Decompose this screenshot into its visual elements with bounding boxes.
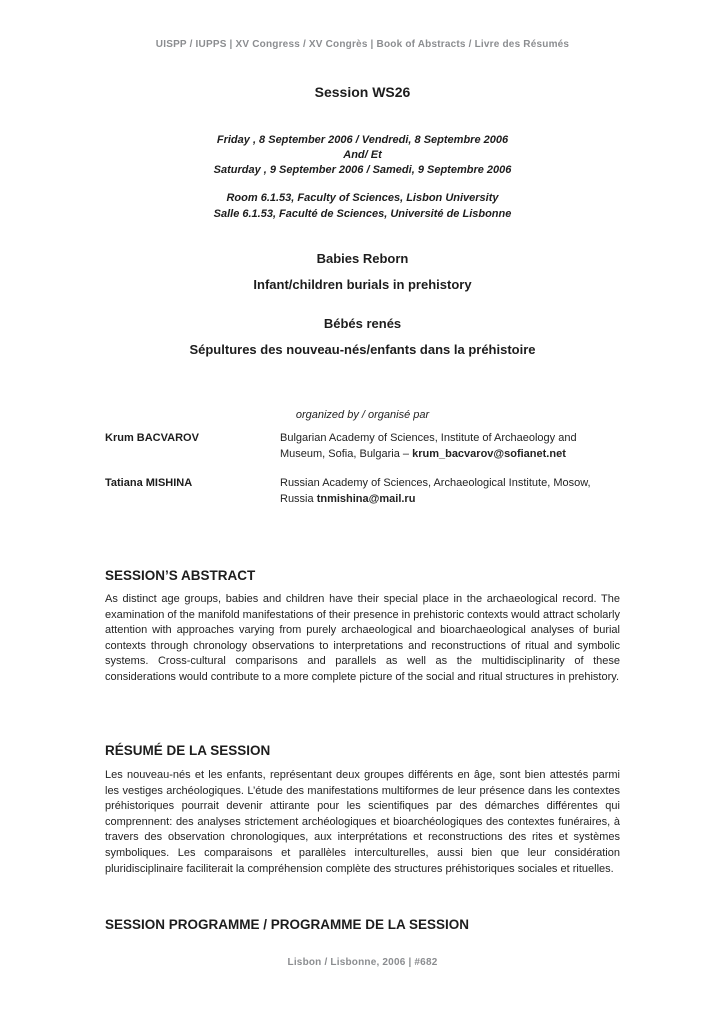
organized-by-label: organized by / organisé par (295, 409, 430, 421)
session-title-french (0, 316, 725, 368)
abstract-en-heading: SESSION’S ABSTRACT (105, 568, 256, 583)
organizers-list (105, 431, 620, 521)
title-fr-line2: Sépultures des nouveau-nés/enfants dans la préhistoire (189, 342, 536, 357)
session-date-line: Saturday , 9 September 2006 / Samedi, 9 Septembre 2006 (213, 164, 512, 176)
organizer-affiliation-text: Bulgarian Academy of Sciences, Institute of Archaeology and Museum, Sofia, Bulgaria – (280, 432, 577, 460)
page-header: UISPP / IUPPS | XV Congress / XV Congrès | Book of Abstracts / Livre des Résumés (155, 39, 570, 50)
session-title-english (0, 251, 725, 303)
organizer-name: Krum BACVAROV (105, 432, 199, 444)
venue-line-en: Room 6.1.53, Faculty of Sciences, Lisbon University (226, 192, 499, 204)
title-en-line2: Infant/children burials in prehistory (253, 277, 472, 292)
organizer-affiliation (280, 476, 620, 507)
abstract-en-body: As distinct age groups, babies and children have their special place in the archaeological record. The examination of the manifold manifestations of their presence in prehistoric contexts would attract scholarly attention with approaches varying from purely archaeological and bioarchaeological analyses of burial contexts through chronology observations to interpretations and reconstructions of ritual and symbolic systems. Cross-cultural comparisons and parallels as well as the multidisciplinarity of these considerations would contribute to a more complete picture of the social and ritual structures in prehistory. (105, 593, 620, 683)
session-title: Session WS26 (314, 84, 411, 100)
session-date-line: Friday , 8 September 2006 / Vendredi, 8 Septembre 2006 (216, 134, 509, 146)
organizer-affiliation (280, 431, 620, 462)
session-date-line: And/ Et (343, 149, 382, 161)
session-venue (0, 190, 725, 222)
programme-heading: SESSION PROGRAMME / PROGRAMME DE LA SESSION (105, 917, 470, 932)
organizer-affiliation-text: Russian Academy of Sciences, Archaeological Institute, Mosow, Russia (280, 477, 591, 505)
page-footer: Lisbon / Lisbonne, 2006 | #682 (287, 957, 438, 968)
organizer-row (105, 431, 620, 462)
organizer-row (105, 476, 620, 507)
organizer-name: Tatiana MISHINA (105, 477, 193, 489)
abstract-fr-body: Les nouveau-nés et les enfants, représentant deux groupes différents en âge, sont bien attestés parmi les vestiges archéologiques. L’étude des manifestations multiformes de leur présence dans les contextes préhistoriques pourrait devenir attirante pour les scientifiques par des démarches différentes qui comprennent: des analyses strictement archéologiques et bioarchéologiques des contextes funéraires, à travers des observation chronologiques, aux interprétations et reconstructions des rites et systèmes symboliques. Les comparaisons et parallèles interculturelles, aussi bien que leur considération pluridisciplinaire faciliterait la compréhension complète des structures préhistoriques sociales et rituelles. (105, 769, 620, 875)
venue-line-fr: Salle 6.1.53, Faculté de Sciences, Université de Lisbonne (213, 208, 512, 220)
organizer-email: krum_bacvarov@sofianet.net (412, 447, 566, 460)
title-en-line1: Babies Reborn (316, 251, 409, 266)
abstract-fr-heading: RÉSUMÉ DE LA SESSION (105, 743, 271, 758)
organizer-email: tnmishina@mail.ru (316, 492, 416, 505)
title-fr-line1: Bébés renés (323, 316, 402, 331)
session-dates (0, 133, 725, 178)
